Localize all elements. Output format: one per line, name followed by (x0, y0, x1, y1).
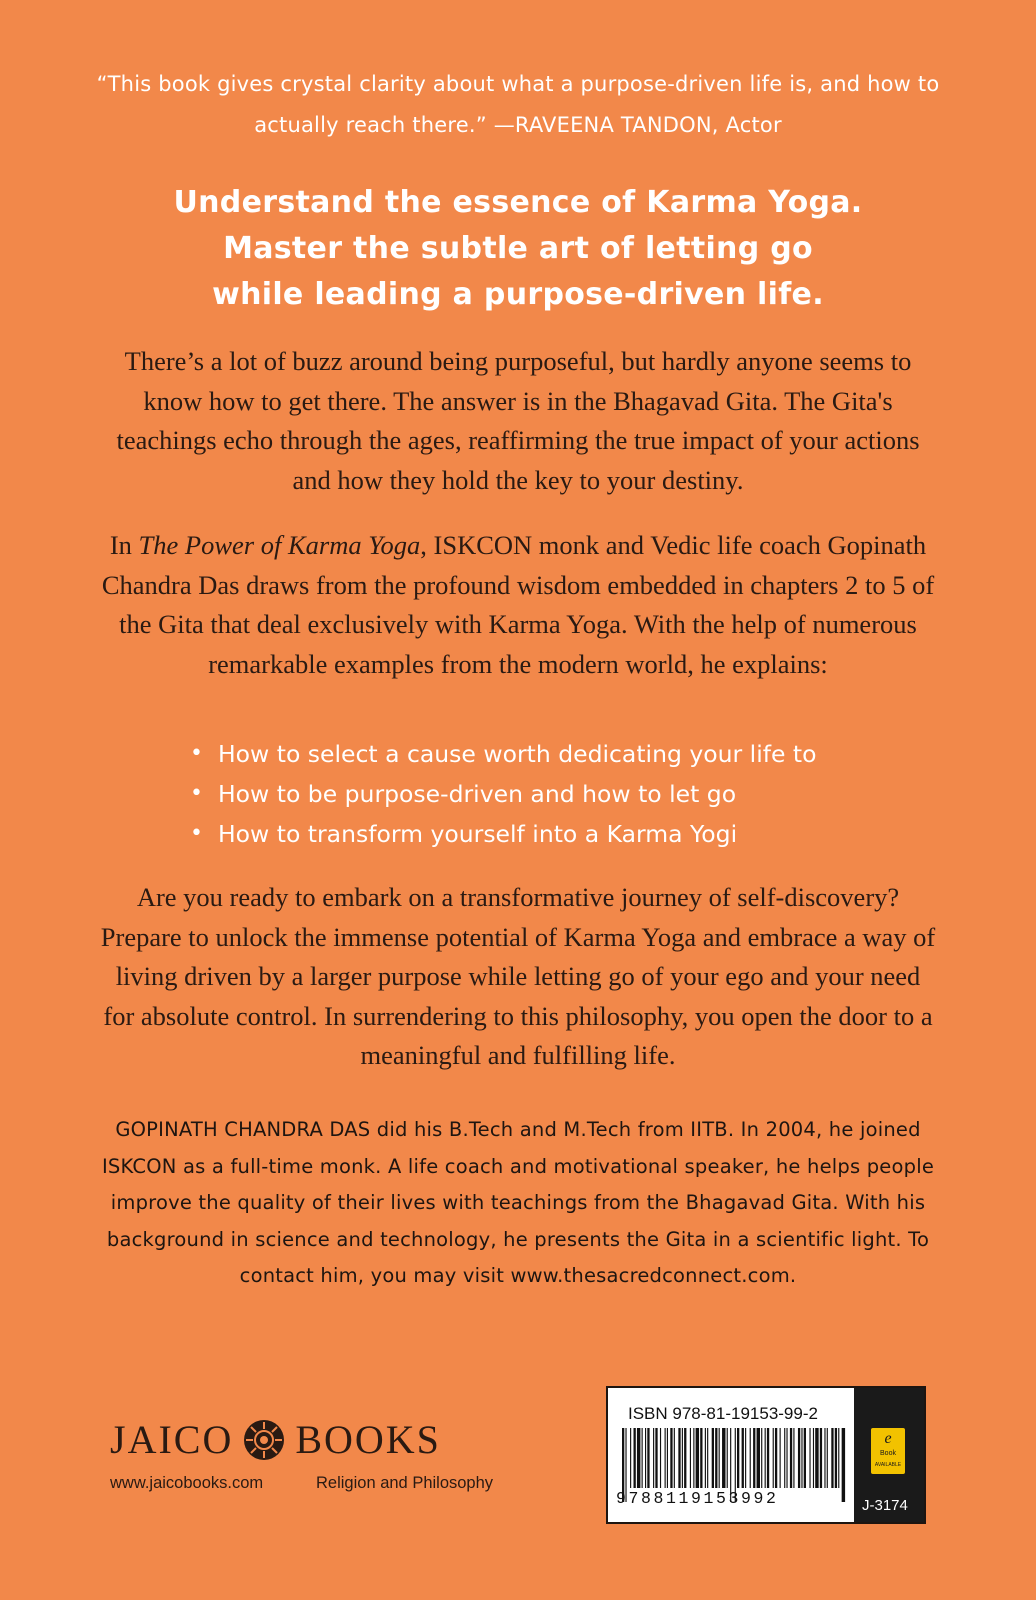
headline-line-3: while leading a purpose-driven life. (212, 277, 824, 312)
headline-line-1: Understand the essence of Karma Yoga. (173, 185, 863, 220)
barcode-number: 9788119153992 (616, 1489, 779, 1508)
quote-attribution: —RAVEENA TANDON, Actor (486, 113, 782, 137)
list-item (190, 774, 817, 814)
bullet-icon: • (190, 821, 203, 846)
ebook-book: Book (880, 1450, 896, 1457)
key-points-list (190, 734, 817, 854)
ebook-available-icon (871, 1428, 905, 1474)
para2-prefix: In (109, 530, 139, 560)
publisher-website: www.jaicobooks.com (110, 1474, 264, 1492)
headline-line-2: Master the subtle art of letting go (223, 231, 813, 266)
product-code: J-3174 (862, 1497, 908, 1514)
book-title: The Power of Karma Yoga (138, 530, 421, 560)
bullet-icon: • (190, 781, 203, 806)
list-item (190, 734, 817, 774)
closing-paragraph: Are you ready to embark on a transformative journey of self-discovery? Prepare to unlock the immense potential of Karma Yoga and embrace a way of living driven by a larger purpose while letting go of your ego and your need for absolute control. In surrendering to this philosophy, you open the door to a meaningful and fulfilling life. (100, 882, 936, 1070)
quote-text: “This book gives crystal clarity about what a purpose-driven life is, and how to actually reach there.” (96, 72, 940, 137)
publisher-logo (110, 1416, 441, 1464)
intro-paragraph: There’s a lot of buzz around being purposeful, but hardly anyone seems to know how to get there. The answer is in the Bhagavad Gita. The Gita's teachings echo through the ages, reaffirming the true impact of your actions and how they hold the key to your destiny. (116, 346, 920, 495)
author-bio: GOPINATH CHANDRA DAS did his B.Tech and M.Tech from IITB. In 2004, he joined ISKCON as a full-time monk. A life coach and motivational speaker, he helps people improve the quality of their lives with teachings from the Bhagavad Gita. With his background in science and technology, he presents the Gita in a scientific light. To contact him, you may visit www.thesacredconnect.com. (101, 1118, 935, 1287)
para2-rest: , ISKCON monk and Vedic life coach Gopinath Chandra Das draws from the profound wisdom embedded in chapters 2 to 5 of the Gita that deal exclusively with Karma Yoga. With the help of numerous remarkable examples from the modern world, he explains: (101, 530, 935, 679)
publisher-block (110, 1416, 494, 1492)
bullet-icon: • (190, 741, 203, 766)
headline (40, 180, 996, 318)
ebook-strip (854, 1388, 924, 1522)
list-item (190, 814, 817, 854)
publisher-subline (110, 1474, 493, 1493)
endorsement-quote (60, 64, 976, 146)
publisher-name-left: JAICO (110, 1417, 234, 1462)
bullet-text: How to select a cause worth dedicating your life to (218, 740, 817, 768)
bullet-text: How to be purpose-driven and how to let go (218, 780, 737, 808)
isbn-label: ISBN 978-81-19153-99-2 (628, 1404, 818, 1423)
ebook-e: e (884, 1430, 892, 1447)
book-category: Religion and Philosophy (316, 1474, 494, 1492)
bullet-text: How to transform yourself into a Karma Yogi (218, 820, 738, 848)
publisher-name-right: BOOKS (295, 1417, 441, 1462)
book-description-paragraph (100, 526, 936, 684)
sun-emblem-icon (243, 1419, 285, 1461)
barcode-box (606, 1386, 926, 1524)
ebook-available: AVAILABLE (874, 1462, 902, 1468)
